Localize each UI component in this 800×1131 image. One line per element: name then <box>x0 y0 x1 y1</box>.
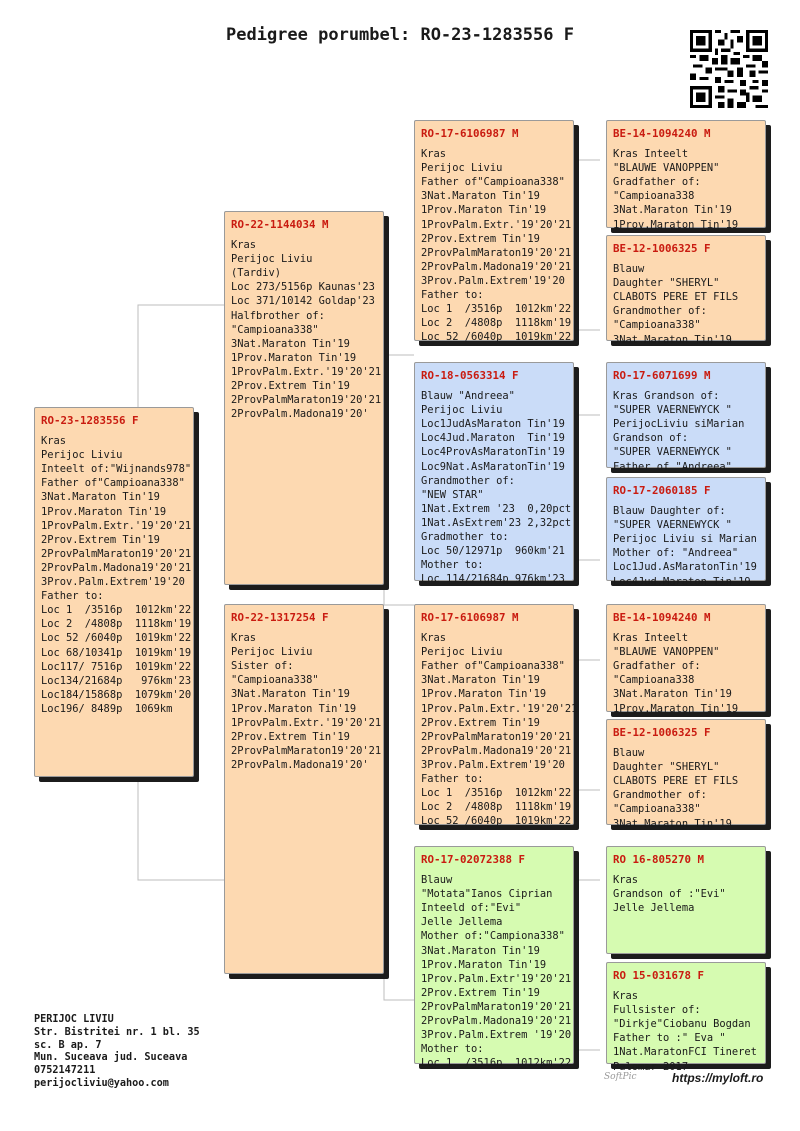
card-line: 3Nat.Maraton Tin'19 <box>41 491 160 504</box>
card-line: Blauw <box>613 263 645 276</box>
card-lines <box>231 631 382 772</box>
card-lines <box>613 262 759 347</box>
ring-number: BE-12-1006325 F <box>613 242 711 255</box>
card-line: 3Nat.Maraton Tin'19 <box>421 674 540 687</box>
card-lines <box>421 631 578 828</box>
card-line: Loc1Jud.AsMaratonTin'19 <box>613 561 757 574</box>
card-line: Loc 52 /6040p 1019km'22 <box>421 815 572 828</box>
card-line: Grandmother of: <box>613 305 707 318</box>
card-line: Palomar 2017 <box>613 1060 689 1073</box>
breeder-name: PERIJOC LIVIU <box>34 1014 114 1025</box>
card-line: Kras <box>613 990 639 1003</box>
card-line: Loc196/ 8489p 1069km <box>41 702 173 715</box>
ring-number: RO-18-0563314 F <box>421 369 519 382</box>
ring-number: RO-17-02072388 F <box>421 853 526 866</box>
card-line: CLABOTS PERE ET FILS <box>613 291 739 304</box>
card-line: 2ProvPalm.Madona19'20'21 <box>421 744 572 757</box>
card-line: Loc 1 /3516p 1012km'22 <box>421 787 572 800</box>
breeder-address-line: Mun. Suceava jud. Suceava <box>34 1052 188 1064</box>
card-line: CLABOTS PERE ET FILS <box>613 775 739 788</box>
card-line: 3Nat.Maraton Tin'19 <box>613 204 732 217</box>
card-line: Loc134/21684p 976km'23 <box>41 674 192 687</box>
pedigree-card-ggm-2 <box>606 477 766 588</box>
card-line: Blauw Daughter of: <box>613 505 726 518</box>
card-line: 1Prov.Maraton Tin'19 <box>613 218 739 231</box>
ring-number: RO-17-2060185 F <box>613 484 711 497</box>
card-line: Halfbrother of: <box>231 309 325 322</box>
page-title: Pedigree porumbel: RO-23-1283556 F <box>226 25 574 45</box>
card-line: Blauw "Andreea" <box>421 390 515 403</box>
card-line: 3Prov.Palm.Extrem'19'20 <box>41 576 185 589</box>
pedigree-card-ggm-4 <box>606 962 766 1073</box>
card-lines <box>231 238 382 421</box>
card-line: Perijoc Liviu si Marian <box>613 533 757 546</box>
card-lines <box>613 746 759 831</box>
card-line: Father to: <box>421 289 484 302</box>
pedigree-card-mother <box>224 604 384 974</box>
card-line: Loc1JudAsMaraton Tin'19 <box>421 418 565 431</box>
website-link[interactable]: https://myloft.ro <box>672 1071 764 1085</box>
card-line: Kras Inteelt <box>613 148 689 161</box>
card-line: Inteelt of:"Wijnands978" <box>41 463 192 476</box>
card-line: "SUPER VAERNEWYCK " <box>613 404 732 417</box>
pedigree-card-father <box>224 211 384 585</box>
card-line: Father of "Andreea" <box>613 460 732 473</box>
card-line: Loc 2 /4808p 1118km'19 <box>421 801 572 814</box>
card-line: 3Nat.Maraton Tin'19 <box>613 817 732 830</box>
card-line: Loc 1 /3516p 1012km'22 <box>421 1057 572 1070</box>
card-line: Loc117/ 7516p 1019km'22 <box>41 660 192 673</box>
card-line: Perijoc Liviu <box>421 646 503 659</box>
card-line: Mother to: <box>421 559 484 572</box>
card-line: Loc 68/10341p 1019km'19 <box>41 646 192 659</box>
pedigree-card-subject <box>34 407 194 777</box>
card-line: 1Prov.Palm.Extr'19'20'21 <box>421 972 572 985</box>
card-line: (Tardiv) <box>231 267 282 280</box>
ring-number: RO-22-1317254 F <box>231 611 329 624</box>
card-line: "SUPER VAERNEWYCK " <box>613 446 732 459</box>
ring-number: RO-22-1144034 M <box>231 218 329 231</box>
card-line: Gradfather of: <box>613 176 701 189</box>
card-lines <box>421 147 572 344</box>
card-line: 3Nat.Maraton Tin'19 <box>231 337 350 350</box>
card-line: 1Prov.Maraton Tin'19 <box>41 505 167 518</box>
pedigree-card-ggf-2 <box>606 362 766 473</box>
card-line: Mother of:"Campiona338" <box>421 930 565 943</box>
card-line: "Dirkje"Ciobanu Bogdan <box>613 1018 751 1031</box>
card-line: 2ProvPalm.Madona19'20' <box>231 408 369 421</box>
card-line: 3Nat.Maraton Tin'19 <box>231 688 350 701</box>
card-line: 2ProvPalmMaraton19'20'21 <box>421 246 572 259</box>
card-line: Loc4Jud.Maraton Tin'19 <box>613 575 751 588</box>
card-line: 3Nat.Maraton Tin'19 <box>421 190 540 203</box>
card-line: 2ProvPalmMaraton19'20'21 <box>421 1000 572 1013</box>
card-line: "Campioana338" <box>231 323 319 336</box>
card-line: 1Nat.AsExtrem'23 2,32pct <box>421 516 572 529</box>
card-line: 3Prov.Palm.Extrem'19'20 <box>421 274 565 287</box>
pedigree-card-ggf-1 <box>606 120 766 231</box>
card-line: Grandmother of: <box>421 474 515 487</box>
card-line: Loc184/15868p 1079km'20 <box>41 688 192 701</box>
card-line: Loc 1 /3516p 1012km'22 <box>41 604 192 617</box>
card-line: Jelle Jellema <box>421 916 503 929</box>
card-line: Blauw <box>613 747 645 760</box>
pedigree-card-ggm-1 <box>606 235 766 346</box>
card-line: Loc 52 /6040p 1019km'22 <box>421 331 572 344</box>
card-line: 2ProvPalm.Madona19'20'21 <box>421 1015 572 1028</box>
card-line: Father of"Campioana338" <box>421 660 565 673</box>
card-line: Loc 52 /6040p 1019km'22 <box>41 632 192 645</box>
card-line: 2ProvPalmMaraton19'20'21 <box>231 394 382 407</box>
card-line: 1ProvPalm.Extr.'19'20'21 <box>421 218 572 231</box>
card-line: "SUPER VAERNEWYCK " <box>613 519 732 532</box>
card-line: 3Prov.Palm.Extrem '19'20 <box>421 1029 572 1042</box>
pedigree-card-ggf-4 <box>606 846 766 954</box>
pedigree-card-ggf-3 <box>606 604 766 715</box>
card-line: Loc 114/21684p 976km'23 <box>421 573 565 586</box>
card-line: Perijoc Liviu <box>41 449 123 462</box>
card-line: 2Prov.Extrem Tin'19 <box>421 986 540 999</box>
pedigree-card-maternal-grandmother <box>414 846 574 1070</box>
card-line: Daughter "SHERYL" <box>613 761 720 774</box>
card-line: Father of"Campioana338" <box>41 477 185 490</box>
card-line: 1ProvPalm.Extr.'19'20'21 <box>41 519 192 532</box>
card-line: "Campioana338" <box>231 674 319 687</box>
card-line: Loc4ProvAsMaratonTin'19 <box>421 446 565 459</box>
card-line: Kras <box>41 435 67 448</box>
breeder-phone: 0752147211 <box>34 1065 96 1077</box>
card-line: 3Nat.Maraton Tin'19 <box>613 688 732 701</box>
card-line: Kras <box>231 632 257 645</box>
card-line: Loc 50/12971p 960km'21 <box>421 545 565 558</box>
card-line: Loc9Nat.AsMaratonTin'19 <box>421 460 565 473</box>
ring-number: RO-17-6106987 M <box>421 611 519 624</box>
card-line: Loc 2 /4808p 1118km'19 <box>41 618 192 631</box>
card-line: 2Prov.Extrem Tin'19 <box>421 232 540 245</box>
card-line: 2Prov.Extrem Tin'19 <box>231 380 350 393</box>
card-line: 1Prov.Maraton Tin'19 <box>613 702 739 715</box>
card-line: "Campioana338" <box>613 803 701 816</box>
breeder-contact <box>34 1014 200 1091</box>
card-line: Perijoc Liviu <box>421 404 503 417</box>
breeder-address-line: sc. B ap. 7 <box>34 1039 102 1051</box>
card-line: Gradfather of: <box>613 660 701 673</box>
card-line: Grandmother of: <box>613 789 707 802</box>
card-line: Perijoc Liviu <box>231 253 313 266</box>
card-line: Grandson of :"Evi" <box>613 888 726 901</box>
card-line: 1ProvPalm.Extr.'19'20'21 <box>231 365 382 378</box>
card-line: 2Prov.Extrem Tin'19 <box>231 730 350 743</box>
card-line: Loc 273/5156p Kaunas'23 <box>231 281 375 294</box>
card-line: 1Prov.Maraton Tin'19 <box>421 204 547 217</box>
card-line: Father to: <box>421 773 484 786</box>
card-line: 2ProvPalmMaraton19'20'21 <box>421 730 572 743</box>
card-line: 1Prov.Maraton Tin'19 <box>231 351 357 364</box>
card-lines <box>613 147 759 232</box>
card-line: PerijocLiviu siMarian <box>613 418 745 431</box>
card-line: 2ProvPalm.Madona19'20' <box>231 758 369 771</box>
card-line: 1Prov.Maraton Tin'19 <box>421 688 547 701</box>
card-lines <box>613 504 759 589</box>
card-lines <box>613 389 759 474</box>
card-line: 2Prov.Extrem Tin'19 <box>421 716 540 729</box>
card-line: Father to: <box>41 590 104 603</box>
card-line: Kras Inteelt <box>613 632 689 645</box>
card-line: 2ProvPalmMaraton19'20'21 <box>231 744 382 757</box>
ring-number: BE-14-1094240 M <box>613 127 711 140</box>
card-line: Loc4Jud.Maraton Tin'19 <box>421 432 565 445</box>
ring-number: RO 16-805270 M <box>613 853 705 866</box>
card-line: "Motata"Ianos Ciprian <box>421 888 553 901</box>
ring-number: RO-23-1283556 F <box>41 414 139 427</box>
card-line: Mother of: "Andreea" <box>613 547 739 560</box>
card-line: 1Prov.Palm.Extr.'19'20'21 <box>421 702 578 715</box>
card-line: Loc 1 /3516p 1012km'22 <box>421 303 572 316</box>
card-lines <box>613 873 759 915</box>
card-lines <box>421 389 572 586</box>
card-lines <box>613 631 759 716</box>
card-line: 1ProvPalm.Extr.'19'20'21 <box>231 716 382 729</box>
ring-number: BE-14-1094240 M <box>613 611 711 624</box>
card-line: Jelle Jellema <box>613 902 695 915</box>
card-line: "Campioana338 <box>613 674 695 687</box>
card-line: Sister of: <box>231 660 294 673</box>
pedigree-card-maternal-grandfather <box>414 604 578 828</box>
ring-number: BE-12-1006325 F <box>613 726 711 739</box>
card-line: "NEW STAR" <box>421 488 484 501</box>
ring-number: RO-17-6071699 M <box>613 369 711 382</box>
card-line: 3Nat.Maraton Tin'19 <box>613 333 732 346</box>
card-line: 1Nat.MaratonFCI Tineret <box>613 1046 757 1059</box>
card-line: Loc 2 /4808p 1118km'19 <box>421 317 572 330</box>
card-line: Loc 371/10142 Goldap'23 <box>231 295 375 308</box>
card-line: Blauw <box>421 874 453 887</box>
ring-number: RO-17-6106987 M <box>421 127 519 140</box>
ring-number: RO 15-031678 F <box>613 969 705 982</box>
card-line: Grandson of: <box>613 432 689 445</box>
card-line: Kras <box>613 874 639 887</box>
card-line: "BLAUWE VANOPPEN" <box>613 646 720 659</box>
card-lines <box>421 873 572 1070</box>
breeder-email[interactable]: perijocliviu@yahoo.com <box>34 1077 169 1089</box>
card-line: 2ProvPalm.Madona19'20'21 <box>41 561 192 574</box>
breeder-address-line: Str. Bistritei nr. 1 bl. 35 <box>34 1026 200 1038</box>
card-line: Perijoc Liviu <box>421 162 503 175</box>
card-line: 1Nat.Extrem '23 0,20pct <box>421 502 572 515</box>
card-line: "Campioana338 <box>613 190 695 203</box>
card-line: Father to :" Eva " <box>613 1032 726 1045</box>
card-line: Daughter "SHERYL" <box>613 277 720 290</box>
pedigree-card-paternal-grandmother <box>414 362 574 586</box>
card-line: Kras <box>421 632 447 645</box>
card-line: 1Prov.Maraton Tin'19 <box>231 702 357 715</box>
signature-logo: SoftPic <box>604 1072 637 1082</box>
card-line: Kras Grandson of: <box>613 390 720 403</box>
card-line: Mother to: <box>421 1043 484 1056</box>
card-line: "BLAUWE VANOPPEN" <box>613 162 720 175</box>
pedigree-card-ggm-3 <box>606 719 766 830</box>
card-lines <box>41 434 192 716</box>
card-line: 1Prov.Maraton Tin'19 <box>421 958 547 971</box>
card-line: 2ProvPalmMaraton19'20'21 <box>41 547 192 560</box>
card-line: Fullsister of: <box>613 1004 701 1017</box>
card-line: 3Prov.Palm.Extrem'19'20 <box>421 758 565 771</box>
card-line: "Campioana338" <box>613 319 701 332</box>
card-line: 3Nat.Maraton Tin'19 <box>421 944 540 957</box>
pedigree-card-paternal-grandfather <box>414 120 574 344</box>
card-line: Inteeld of:"Evi" <box>421 902 522 915</box>
card-line: Kras <box>231 239 257 252</box>
card-line: 2Prov.Extrem Tin'19 <box>41 533 160 546</box>
card-lines <box>613 989 759 1074</box>
card-line: Gradmother to: <box>421 531 509 544</box>
card-line: Perijoc Liviu <box>231 646 313 659</box>
card-line: Kras <box>421 148 447 161</box>
card-line: Father of"Campioana338" <box>421 176 565 189</box>
card-line: 2ProvPalm.Madona19'20'21 <box>421 260 572 273</box>
